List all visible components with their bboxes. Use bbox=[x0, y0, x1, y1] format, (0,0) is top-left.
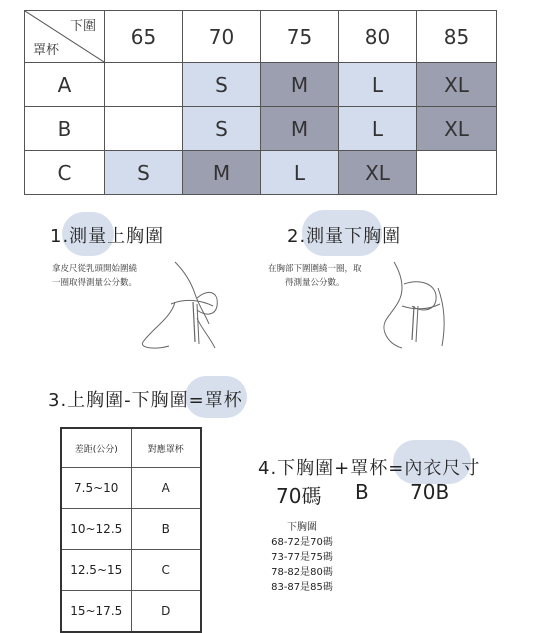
under-bust-illustration bbox=[372, 258, 450, 350]
list-item: 73-77是75碼 bbox=[271, 552, 333, 563]
cup-value: B bbox=[131, 509, 201, 550]
step2-description-line: 得測量公分數。 bbox=[285, 278, 345, 288]
size-cell bbox=[417, 151, 497, 195]
table-row bbox=[61, 468, 201, 509]
difference-range: 10~12.5 bbox=[61, 509, 131, 550]
band-size-header: 70 bbox=[183, 11, 261, 63]
size-cell bbox=[105, 107, 183, 151]
difference-header: 差距(公分) bbox=[61, 428, 131, 468]
size-cell: M bbox=[183, 151, 261, 195]
step2-description bbox=[268, 262, 362, 290]
cup-header: 對應罩杯 bbox=[131, 428, 201, 468]
size-cell: S bbox=[183, 107, 261, 151]
band-axis-label: 下圍 bbox=[69, 19, 96, 34]
size-cell: M bbox=[261, 107, 339, 151]
step1-description-line: 拿皮尺從乳頭開始圍繞 bbox=[52, 264, 138, 274]
size-chart-row bbox=[25, 151, 497, 195]
size-chart-corner-cell bbox=[25, 11, 105, 63]
size-cell: M bbox=[261, 63, 339, 107]
size-cell: XL bbox=[339, 151, 417, 195]
step1-description bbox=[52, 262, 137, 290]
size-cell: XL bbox=[417, 107, 497, 151]
size-chart-row bbox=[25, 63, 497, 107]
size-cell: L bbox=[339, 107, 417, 151]
difference-range: 7.5~10 bbox=[61, 468, 131, 509]
difference-range: 12.5~15 bbox=[61, 550, 131, 591]
band-size-header: 80 bbox=[339, 11, 417, 63]
size-chart-row bbox=[25, 107, 497, 151]
size-chart-header-row bbox=[25, 11, 497, 63]
example-cup: B bbox=[355, 480, 369, 504]
step1-title: 1.測量上胸圍 bbox=[50, 226, 165, 247]
difference-range: 15~17.5 bbox=[61, 591, 131, 633]
step2-title: 2.測量下胸圍 bbox=[287, 226, 402, 247]
step1-description-line: 一圈取得測量公分數。 bbox=[52, 278, 138, 288]
cup-value: C bbox=[131, 550, 201, 591]
cup-axis-label: 罩杯 bbox=[33, 43, 60, 58]
cup-label: C bbox=[25, 151, 105, 195]
band-size-header: 75 bbox=[261, 11, 339, 63]
diff-table-header-row bbox=[61, 428, 201, 468]
table-row bbox=[61, 509, 201, 550]
step3-title: 3.上胸圍-下胸圍=罩杯 bbox=[48, 390, 243, 411]
cup-value: D bbox=[131, 591, 201, 633]
list-item: 83-87是85碼 bbox=[271, 582, 333, 593]
cup-label: B bbox=[25, 107, 105, 151]
size-cell: S bbox=[183, 63, 261, 107]
size-cell: L bbox=[261, 151, 339, 195]
band-size-list bbox=[262, 520, 342, 595]
list-item: 68-72是70碼 bbox=[271, 537, 333, 548]
example-result-size: 70B bbox=[410, 480, 450, 504]
table-row bbox=[61, 550, 201, 591]
size-cell bbox=[105, 63, 183, 107]
cup-label: A bbox=[25, 63, 105, 107]
band-size-list-title: 下胸圍 bbox=[287, 522, 317, 533]
band-size-header: 85 bbox=[417, 11, 497, 63]
size-cell: L bbox=[339, 63, 417, 107]
cup-difference-table bbox=[60, 427, 202, 633]
band-size-header: 65 bbox=[105, 11, 183, 63]
size-cell: XL bbox=[417, 63, 497, 107]
step4-title: 4.下胸圍+罩杯=內衣尺寸 bbox=[258, 458, 481, 479]
example-band-size: 70碼 bbox=[276, 484, 322, 508]
cup-value: A bbox=[131, 468, 201, 509]
size-chart-table bbox=[24, 10, 497, 195]
size-cell: S bbox=[105, 151, 183, 195]
table-row bbox=[61, 591, 201, 633]
list-item: 78-82是80碼 bbox=[271, 567, 333, 578]
upper-bust-illustration bbox=[135, 258, 230, 350]
step2-description-line: 在胸部下圍圍繞一圈，取 bbox=[268, 264, 362, 274]
